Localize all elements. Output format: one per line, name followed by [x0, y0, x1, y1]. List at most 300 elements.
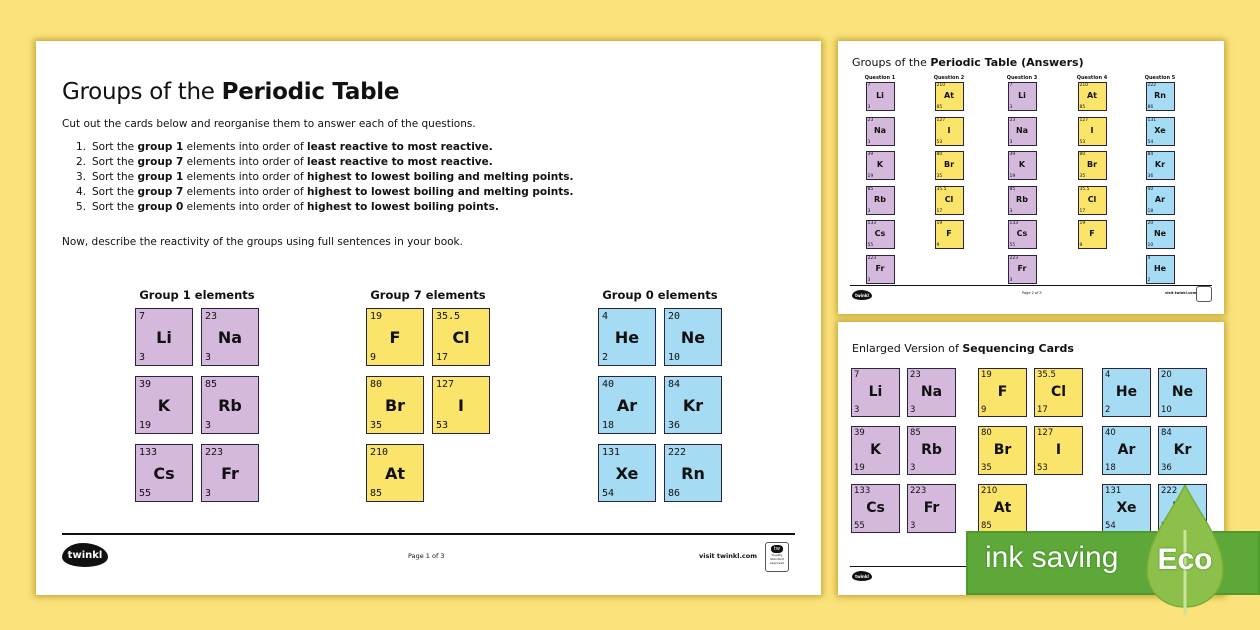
answer-card-fr[interactable] — [1008, 255, 1037, 284]
instructions-outro: Now, describe the reactivity of the groups using full sentences in your book. — [62, 236, 463, 248]
element-symbol: Rb — [1016, 194, 1028, 204]
q-text-a: Sort the — [92, 141, 138, 153]
group-title: Group 7 elements — [370, 288, 486, 302]
enlarged-card-k[interactable] — [851, 426, 900, 475]
answer-card-rb[interactable] — [1008, 186, 1037, 215]
enlarged-card-kr[interactable] — [1158, 426, 1207, 475]
element-symbol: Fr — [1017, 263, 1027, 273]
answers-title-plain: Groups of the — [852, 56, 931, 69]
atomic-number: 53 — [436, 420, 449, 431]
atomic-mass: 127 — [1079, 117, 1089, 123]
element-symbol: Br — [993, 442, 1012, 458]
answers-quality-badge — [1196, 286, 1212, 302]
atomic-mass: 85 — [910, 428, 921, 438]
element-symbol: Fr — [923, 500, 940, 516]
element-symbol: Xe — [1154, 125, 1166, 135]
answer-card-at[interactable] — [1078, 82, 1107, 111]
element-symbol: Kr — [682, 396, 704, 415]
question-label: Question 3 — [1006, 75, 1038, 81]
question-number: 2. — [75, 156, 86, 168]
element-symbol: F — [946, 229, 952, 238]
group-1-cards — [135, 288, 259, 502]
element-symbol: Ar — [1117, 442, 1136, 458]
atomic-number: 85 — [936, 105, 943, 110]
atomic-number: 35 — [1079, 174, 1086, 179]
element-symbol: Na — [217, 328, 243, 347]
atomic-mass: 127 — [936, 117, 946, 123]
atomic-number: 35 — [936, 174, 943, 179]
atomic-mass: 80 — [981, 428, 992, 438]
question-label: Question 5 — [1144, 75, 1176, 81]
enlarged-card-cs[interactable] — [851, 484, 900, 533]
q-group: group 7 — [137, 186, 184, 198]
enlarged-card-he[interactable] — [1102, 368, 1151, 417]
element-symbol: Xe — [1116, 500, 1137, 516]
element-card-ar[interactable] — [598, 376, 656, 434]
q-criteria: least reactive to most reactive. — [307, 156, 493, 168]
atomic-mass: 19 — [936, 221, 943, 226]
element-card-cs[interactable] — [135, 444, 193, 502]
element-card-na[interactable] — [201, 308, 259, 366]
question-number: 5. — [75, 201, 86, 213]
element-symbol: I — [947, 125, 951, 135]
atomic-mass: 84 — [1147, 152, 1154, 157]
answer-card-ne[interactable] — [1146, 220, 1175, 249]
answer-card-cl[interactable] — [1078, 186, 1107, 215]
element-card-k[interactable] — [135, 376, 193, 434]
answer-card-li[interactable] — [866, 82, 895, 111]
q-criteria: highest to lowest boiling and melting points. — [307, 186, 574, 198]
atomic-mass: 23 — [1009, 117, 1016, 123]
worksheet-page-answers — [838, 41, 1224, 314]
footer-divider — [62, 533, 795, 535]
atomic-mass: 222 — [1161, 486, 1178, 496]
q-text-c: elements into order of — [183, 156, 308, 168]
atomic-mass: 20 — [1161, 370, 1172, 380]
element-symbol: Rn — [1154, 91, 1166, 100]
enlarged-card-ne[interactable] — [1158, 368, 1207, 417]
element-symbol: Ne — [680, 328, 706, 347]
atomic-mass: 80 — [936, 152, 943, 157]
element-card-he[interactable] — [598, 308, 656, 366]
element-symbol: Ne — [1153, 229, 1167, 238]
atomic-mass: 210 — [981, 486, 998, 496]
question-item — [70, 170, 573, 185]
atomic-mass: 85 — [867, 186, 874, 192]
answer-card-xe[interactable] — [1146, 117, 1175, 146]
element-symbol: Na — [873, 125, 887, 135]
element-symbol: Br — [1086, 160, 1098, 169]
atomic-number: 53 — [1037, 463, 1048, 473]
atomic-mass: 23 — [867, 117, 874, 123]
atomic-number: 17 — [1037, 405, 1048, 415]
atomic-mass: 84 — [1161, 428, 1172, 438]
answer-card-at[interactable] — [935, 82, 964, 111]
atomic-number: 19 — [867, 174, 874, 179]
atomic-number: 10 — [668, 352, 681, 363]
atomic-mass: 35.5 — [936, 186, 947, 192]
element-symbol: Br — [384, 396, 406, 415]
atomic-mass: 23 — [910, 370, 921, 380]
atomic-mass: 40 — [1105, 428, 1116, 438]
page-number: Page 1 of 3 — [408, 552, 445, 560]
atomic-mass: 223 — [910, 486, 927, 496]
element-symbol: Fr — [875, 263, 885, 273]
element-symbol: At — [943, 91, 954, 100]
atomic-number: 10 — [1147, 243, 1154, 248]
group-title: Group 1 elements — [139, 288, 255, 302]
atomic-mass: 7 — [139, 311, 146, 322]
atomic-mass: 223 — [205, 447, 224, 458]
answers-title-bold: Periodic Table (Answers) — [930, 56, 1084, 69]
atomic-number: 9 — [370, 352, 377, 363]
element-symbol: Kr — [1154, 160, 1166, 169]
q-group: group 1 — [137, 141, 184, 153]
atomic-mass: 4 — [1147, 255, 1151, 261]
atomic-mass: 19 — [981, 370, 992, 380]
atomic-mass: 40 — [1147, 186, 1154, 192]
atomic-number: 3 — [1009, 277, 1013, 283]
enlarged-card-br[interactable] — [978, 426, 1027, 475]
atomic-number: 3 — [1009, 139, 1013, 145]
atomic-mass: 4 — [1105, 370, 1111, 380]
card-grid — [135, 308, 259, 502]
element-card-at[interactable] — [366, 444, 424, 502]
answer-card-f[interactable] — [1078, 220, 1107, 249]
atomic-mass: 39 — [854, 428, 865, 438]
atomic-mass: 35.5 — [1079, 186, 1090, 192]
group-title: Group 0 elements — [602, 288, 718, 302]
atomic-mass: 35.5 — [1037, 370, 1056, 380]
atomic-number: 3 — [867, 277, 871, 283]
enlarged-card-ar[interactable] — [1102, 426, 1151, 475]
element-symbol: Br — [943, 160, 955, 169]
atomic-mass: 131 — [1147, 117, 1157, 123]
eco-leaf-badge — [1145, 485, 1225, 615]
atomic-mass: 210 — [1079, 83, 1089, 88]
question-list — [70, 140, 573, 215]
atomic-number: 18 — [1147, 208, 1154, 214]
enlarged-card-xe[interactable] — [1102, 484, 1151, 533]
q-text-c: elements into order of — [183, 186, 308, 198]
question-number: 4. — [75, 186, 86, 198]
q-text-a: Sort the — [92, 201, 138, 213]
answer-card-br[interactable] — [935, 151, 964, 180]
atomic-number: 85 — [370, 488, 383, 499]
atomic-number: 55 — [867, 243, 874, 248]
q-group: group 1 — [137, 171, 184, 183]
q-text-a: Sort the — [92, 156, 138, 168]
atomic-mass: 7 — [1009, 83, 1013, 88]
atomic-mass: 133 — [867, 221, 877, 226]
page-title — [62, 79, 399, 105]
enlarged-card-cl[interactable] — [1034, 368, 1083, 417]
element-card-xe[interactable] — [598, 444, 656, 502]
atomic-number: 55 — [139, 488, 152, 499]
worksheet-page-1 — [36, 41, 821, 595]
atomic-number: 10 — [1161, 405, 1172, 415]
atomic-mass: 85 — [1009, 186, 1016, 192]
atomic-number: 18 — [602, 420, 615, 431]
title-plain: Groups of the — [62, 79, 222, 105]
answers-visit-link[interactable]: visit twinkl.com — [1165, 291, 1197, 295]
q-text-c: elements into order of — [183, 201, 308, 213]
atomic-number: 2 — [602, 352, 609, 363]
enlarged-card-fr[interactable] — [907, 484, 956, 533]
enlarged-card-rb[interactable] — [907, 426, 956, 475]
atomic-mass: 39 — [139, 379, 152, 390]
element-symbol: Li — [876, 91, 884, 100]
atomic-mass: 210 — [370, 447, 389, 458]
element-card-li[interactable] — [135, 308, 193, 366]
atomic-mass: 222 — [1147, 83, 1157, 88]
atomic-mass: 35.5 — [436, 311, 461, 322]
answer-card-k[interactable] — [1008, 151, 1037, 180]
element-symbol: K — [157, 396, 171, 415]
answer-card-rb[interactable] — [866, 186, 895, 215]
badge-text: Quality Standard Approved — [769, 553, 785, 565]
element-card-f[interactable] — [366, 308, 424, 366]
enlarged-group-7 — [978, 368, 1083, 533]
answer-column — [1072, 75, 1112, 255]
element-card-rb[interactable] — [201, 376, 259, 434]
atomic-number: 3 — [910, 521, 916, 531]
element-symbol: F — [997, 384, 1008, 400]
atomic-mass: 133 — [139, 447, 158, 458]
q-text-a: Sort the — [92, 171, 138, 183]
enlarged-card-li[interactable] — [851, 368, 900, 417]
element-card-rn[interactable] — [664, 444, 722, 502]
atomic-number: 3 — [867, 105, 871, 110]
element-card-fr[interactable] — [201, 444, 259, 502]
atomic-number: 3 — [854, 405, 860, 415]
answer-card-k[interactable] — [866, 151, 895, 180]
atomic-number: 35 — [981, 463, 992, 473]
eco-label: Eco — [1157, 543, 1213, 576]
answers-footer-divider — [850, 285, 1212, 286]
atomic-mass: 80 — [370, 379, 383, 390]
question-label: Question 1 — [864, 75, 896, 81]
element-symbol: Cl — [452, 328, 470, 347]
atomic-mass: 40 — [602, 379, 615, 390]
answer-card-na[interactable] — [866, 117, 895, 146]
answer-card-cl[interactable] — [935, 186, 964, 215]
answer-card-fr[interactable] — [866, 255, 895, 284]
element-symbol: At — [384, 464, 406, 483]
element-symbol: He — [614, 328, 640, 347]
twinkl-logo-small: twinkl — [852, 290, 872, 300]
answer-column — [929, 75, 969, 255]
enlarged-title-plain: Enlarged Version of — [852, 342, 963, 355]
answer-card-he[interactable] — [1146, 255, 1175, 284]
element-symbol: Cs — [866, 500, 885, 516]
twinkl-logo: twinkl — [62, 543, 108, 567]
atomic-mass: 133 — [854, 486, 871, 496]
atomic-number: 53 — [1079, 139, 1086, 145]
atomic-number: 55 — [1009, 243, 1016, 248]
atomic-number: 2 — [1105, 405, 1111, 415]
atomic-number: 3 — [205, 352, 212, 363]
element-symbol: Rn — [681, 464, 705, 483]
atomic-mass: 223 — [1009, 255, 1019, 261]
answers-page-number: Page 2 of 3 — [1022, 291, 1042, 295]
atomic-number: 19 — [139, 420, 152, 431]
atomic-number: 54 — [1147, 139, 1154, 145]
atomic-mass: 84 — [668, 379, 681, 390]
element-symbol: Cl — [1087, 194, 1097, 204]
element-symbol: Cl — [944, 194, 954, 204]
element-symbol: Cl — [1050, 384, 1067, 400]
atomic-mass: 133 — [1009, 221, 1019, 226]
element-symbol: I — [1055, 442, 1062, 458]
question-item — [70, 185, 573, 200]
question-item — [70, 155, 573, 170]
answer-card-ar[interactable] — [1146, 186, 1175, 215]
atomic-mass: 23 — [205, 311, 218, 322]
element-card-br[interactable] — [366, 376, 424, 434]
element-symbol: At — [993, 500, 1012, 516]
element-card-cl[interactable] — [432, 308, 490, 366]
atomic-number: 19 — [854, 463, 865, 473]
element-card-ne[interactable] — [664, 308, 722, 366]
atomic-mass: 20 — [668, 311, 681, 322]
element-symbol: Cs — [153, 464, 175, 483]
question-item — [70, 140, 573, 155]
enlarged-group-1 — [851, 368, 956, 533]
atomic-mass: 210 — [936, 83, 946, 88]
element-card-kr[interactable] — [664, 376, 722, 434]
element-symbol: At — [1086, 91, 1097, 100]
element-symbol: K — [870, 442, 881, 458]
enlarged-title — [852, 342, 1074, 355]
atomic-number: 9 — [981, 405, 987, 415]
atomic-number: 85 — [1079, 105, 1086, 110]
atomic-number: 17 — [1079, 208, 1086, 214]
element-symbol: F — [389, 328, 401, 347]
atomic-mass: 127 — [436, 379, 455, 390]
question-number: 3. — [75, 171, 86, 183]
atomic-number: 36 — [1161, 463, 1172, 473]
q-text-c: elements into order of — [183, 171, 308, 183]
element-symbol: Na — [1015, 125, 1029, 135]
question-item — [70, 200, 573, 215]
element-symbol: Ar — [1154, 194, 1166, 204]
answer-column — [860, 75, 900, 289]
atomic-number: 9 — [936, 243, 940, 248]
element-symbol: I — [1090, 125, 1094, 135]
q-criteria: highest to lowest boiling and melting points. — [307, 171, 574, 183]
atomic-mass: 7 — [867, 83, 871, 88]
atomic-mass: 7 — [854, 370, 860, 380]
quality-badge — [765, 542, 789, 572]
answer-card-rn[interactable] — [1146, 82, 1175, 111]
atomic-number: 3 — [139, 352, 146, 363]
element-symbol: Na — [920, 384, 943, 400]
enlarged-card-na[interactable] — [907, 368, 956, 417]
question-label: Question 4 — [1076, 75, 1108, 81]
atomic-number: 3 — [1009, 105, 1013, 110]
element-symbol: F — [1089, 229, 1095, 238]
question-number: 1. — [75, 141, 86, 153]
answer-card-cs[interactable] — [866, 220, 895, 249]
element-symbol: Xe — [615, 464, 639, 483]
answer-card-f[interactable] — [935, 220, 964, 249]
answer-column — [1140, 75, 1180, 289]
title-bold: Periodic Table — [221, 79, 400, 105]
answer-card-kr[interactable] — [1146, 151, 1175, 180]
atomic-number: 18 — [1105, 463, 1116, 473]
atomic-mass: 131 — [602, 447, 621, 458]
group-0-cards — [598, 288, 722, 502]
element-symbol: Fr — [221, 464, 239, 483]
atomic-mass: 222 — [668, 447, 687, 458]
element-symbol: Li — [156, 328, 172, 347]
atomic-number: 3 — [867, 208, 871, 214]
element-card-i[interactable] — [432, 376, 490, 434]
enlarged-title-bold: Sequencing Cards — [962, 342, 1074, 355]
atomic-number: 85 — [981, 521, 992, 531]
answer-card-li[interactable] — [1008, 82, 1037, 111]
answer-card-br[interactable] — [1078, 151, 1107, 180]
atomic-number: 9 — [1079, 243, 1083, 248]
atomic-number: 35 — [370, 420, 383, 431]
element-symbol: Cs — [1016, 229, 1028, 238]
atomic-mass: 85 — [205, 379, 218, 390]
enlarged-card-at[interactable] — [978, 484, 1027, 533]
element-symbol: Li — [1018, 91, 1026, 100]
element-symbol: K — [1018, 160, 1026, 169]
atomic-number: 86 — [1147, 105, 1154, 110]
enlarged-card-f[interactable] — [978, 368, 1027, 417]
q-text-a: Sort the — [92, 186, 138, 198]
answer-card-cs[interactable] — [1008, 220, 1037, 249]
atomic-mass: 4 — [602, 311, 609, 322]
q-group: group 7 — [137, 156, 184, 168]
atomic-mass: 19 — [370, 311, 383, 322]
element-symbol: Ne — [1171, 384, 1194, 400]
q-text-c: elements into order of — [183, 141, 308, 153]
element-symbol: He — [1153, 263, 1167, 273]
atomic-number: 86 — [668, 488, 681, 499]
q-criteria: least reactive to most reactive. — [307, 141, 493, 153]
enlarged-card-i[interactable] — [1034, 426, 1083, 475]
answer-card-i[interactable] — [1078, 117, 1107, 146]
atomic-mass: 39 — [1009, 152, 1016, 157]
atomic-number: 36 — [668, 420, 681, 431]
atomic-number: 3 — [867, 139, 871, 145]
element-symbol: I — [458, 396, 464, 415]
element-symbol: Rb — [874, 194, 886, 204]
answer-card-i[interactable] — [935, 117, 964, 146]
atomic-number: 3 — [910, 463, 916, 473]
instructions-intro: Cut out the cards below and reorganise them to answer each of the questions. — [62, 118, 476, 130]
atomic-number: 19 — [1009, 174, 1016, 179]
element-symbol: Li — [868, 384, 883, 400]
element-symbol: Cs — [874, 229, 886, 238]
question-label: Question 2 — [933, 75, 965, 81]
atomic-number: 36 — [1147, 174, 1154, 179]
answer-card-na[interactable] — [1008, 117, 1037, 146]
badge-logo-icon: tw — [771, 545, 783, 553]
visit-link[interactable]: visit twinkl.com — [699, 552, 758, 560]
atomic-number: 17 — [936, 208, 943, 214]
answers-title — [852, 56, 1084, 69]
atomic-number: 54 — [602, 488, 615, 499]
atomic-number: 3 — [910, 405, 916, 415]
card-grid — [366, 308, 490, 502]
atomic-mass: 223 — [867, 255, 877, 261]
atomic-number: 2 — [1147, 277, 1151, 283]
